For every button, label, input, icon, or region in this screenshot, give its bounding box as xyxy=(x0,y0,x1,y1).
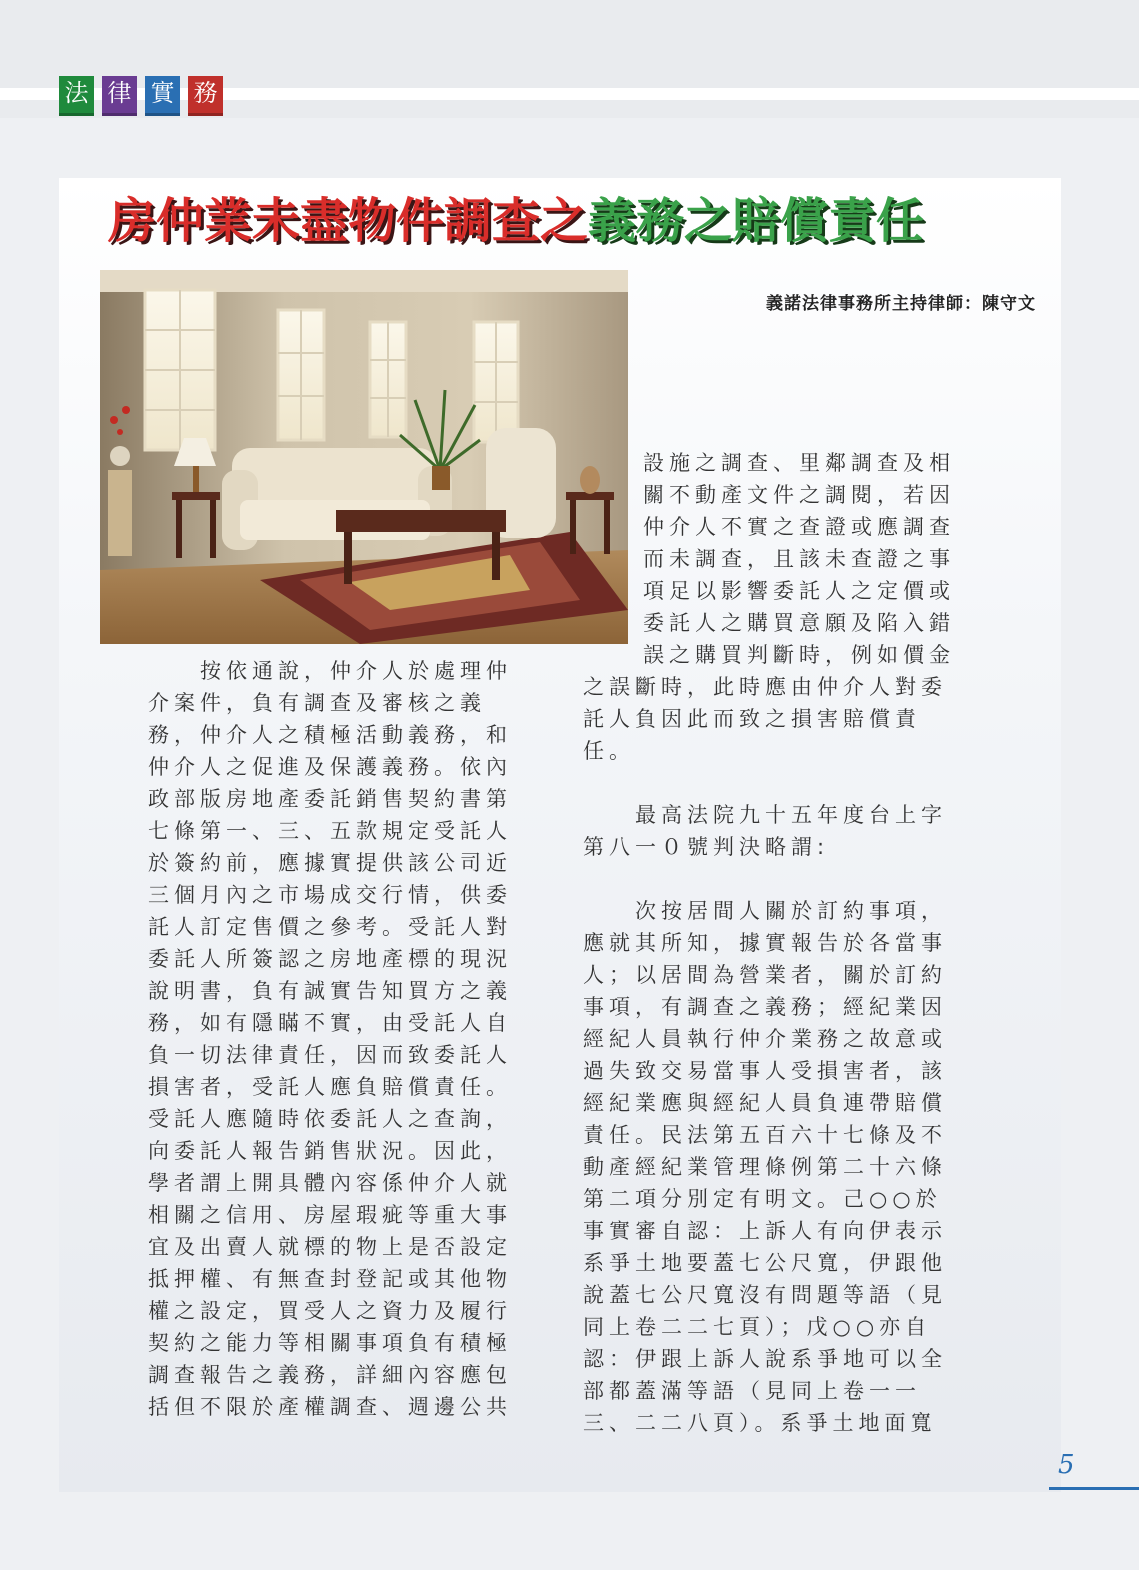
paragraph-line: 仲介人之促進及保護義務。依內 xyxy=(148,755,512,779)
page-number-rule xyxy=(1049,1487,1139,1490)
page-number: 5 xyxy=(1058,1450,1075,1480)
paragraph-line: 七條第一、三、五款規定受託人 xyxy=(148,819,512,843)
paragraph-line: 說明書，負有誠實告知買方之義 xyxy=(148,979,512,1003)
title-part-green: 義務之賠償責任 xyxy=(588,193,925,249)
paragraph-line: 託人負因此而致之損害賠償責 xyxy=(583,707,921,731)
paragraph-line: 過失致交易當事人受損害者，該 xyxy=(583,1059,947,1083)
right-column xyxy=(583,671,947,1439)
paragraph-line: 經紀人員執行仲介業務之故意或 xyxy=(583,1027,947,1051)
section-badge: 律 xyxy=(102,76,137,116)
section-badges xyxy=(59,76,223,116)
title-part-red: 房仲業未盡物件調查之 xyxy=(108,193,589,249)
paragraph-line: 人；以居間為營業者，關於訂約 xyxy=(583,963,947,987)
paragraph-line: 負一切法律責任，因而致委託人 xyxy=(148,1043,512,1067)
paragraph-line: 損害者，受託人應負賠償責任。 xyxy=(148,1075,512,1099)
paragraph-line: 務，仲介人之積極活動義務，和 xyxy=(148,723,512,747)
paragraph-line: 學者謂上開具體內容係仲介人就 xyxy=(148,1171,512,1195)
living-room-illustration xyxy=(100,270,628,644)
paragraph-line: 抵押權、有無查封登記或其他物 xyxy=(148,1267,512,1291)
paragraph-line: 部都蓋滿等語（見同上卷一一 xyxy=(583,1379,921,1403)
paragraph-line: 關不動產文件之調閱，若因 xyxy=(643,483,955,507)
paragraph-line: 任。 xyxy=(583,739,635,763)
paragraph-line: 項足以影響委託人之定價或 xyxy=(643,579,955,603)
paragraph-line: 三、二二八頁）。系爭土地面寬 xyxy=(583,1411,937,1435)
author-byline: 義諾法律事務所主持律師：陳守文 xyxy=(766,294,1036,314)
paragraph-line: 事項，有調查之義務；經紀業因 xyxy=(583,995,947,1019)
paragraph-line: 動產經紀業管理條例第二十六條 xyxy=(583,1155,947,1179)
paragraph-line: 政部版房地產委託銷售契約書第 xyxy=(148,787,512,811)
paragraph-line: 系爭土地要蓋七公尺寬，伊跟他 xyxy=(583,1251,947,1275)
paragraph-line: 宜及出賣人就標的物上是否設定 xyxy=(148,1235,512,1259)
article-title xyxy=(108,186,1058,256)
paragraph-line: 調查報告之義務，詳細內容應包 xyxy=(148,1363,512,1387)
paragraph-line: 託人訂定售價之參考。受託人對 xyxy=(148,915,512,939)
paragraph-line: 次按居間人關於訂約事項， xyxy=(583,899,947,923)
paragraph-line: 責任。民法第五百六十七條及不 xyxy=(583,1123,947,1147)
paragraph-line: 介案件，負有調查及審核之義 xyxy=(148,691,486,715)
section-badge: 法 xyxy=(59,76,94,116)
paragraph-gap xyxy=(583,863,947,895)
paragraph-line: 仲介人不實之查證或應調查 xyxy=(643,515,955,539)
paragraph-line: 向委託人報告銷售狀況。因此， xyxy=(148,1139,512,1163)
paragraph-line: 契約之能力等相關事項負有積極 xyxy=(148,1331,512,1355)
paragraph-line: 相關之信用、房屋瑕疵等重大事 xyxy=(148,1203,512,1227)
paragraph-line: 經紀業應與經紀人員負連帶賠償 xyxy=(583,1091,947,1115)
paragraph-line: 認：伊跟上訴人說系爭地可以全 xyxy=(583,1347,947,1371)
paragraph-line: 受託人應隨時依委託人之查詢， xyxy=(148,1107,512,1131)
left-column xyxy=(148,655,512,1423)
paragraph-line: 按依通說，仲介人於處理仲 xyxy=(148,659,512,683)
paragraph-line: 誤之購買判斷時，例如價金 xyxy=(643,643,955,667)
paragraph-line: 務，如有隱瞞不實，由受託人自 xyxy=(148,1011,512,1035)
paragraph-line: 最高法院九十五年度台上字 xyxy=(583,803,947,827)
paragraph-line: 括但不限於產權調查、週邊公共 xyxy=(148,1395,512,1419)
paragraph-gap xyxy=(583,767,947,799)
paragraph-line: 事實審自認：上訴人有向伊表示 xyxy=(583,1219,947,1243)
paragraph-line: 委託人之購買意願及陷入錯 xyxy=(643,611,955,635)
living-room-photo xyxy=(100,270,628,644)
paragraph-line: 說蓋七公尺寬沒有問題等語（見 xyxy=(583,1283,947,1307)
paragraph-line: 設施之調查、里鄰調查及相 xyxy=(643,451,955,475)
paragraph-line: 應就其所知，據實報告於各當事 xyxy=(583,931,947,955)
paragraph-line: 第八一０號判決略謂: xyxy=(583,835,830,859)
paragraph-line: 之誤斷時，此時應由仲介人對委 xyxy=(583,675,947,699)
section-badge: 實 xyxy=(145,76,180,116)
section-badge: 務 xyxy=(188,76,223,116)
right-column-top xyxy=(643,447,955,671)
paragraph-line: 第二項分別定有明文。己○○於 xyxy=(583,1187,942,1211)
paragraph-line: 而未調查，且該未查證之事 xyxy=(643,547,955,571)
paragraph-line: 於簽約前，應據實提供該公司近 xyxy=(148,851,512,875)
paragraph-line: 三個月內之市場成交行情，供委 xyxy=(148,883,512,907)
paragraph-line: 同上卷二二七頁）；戊○○亦自 xyxy=(583,1315,932,1339)
paragraph-line: 權之設定，買受人之資力及履行 xyxy=(148,1299,512,1323)
paragraph-line: 委託人所簽認之房地產標的現況 xyxy=(148,947,512,971)
